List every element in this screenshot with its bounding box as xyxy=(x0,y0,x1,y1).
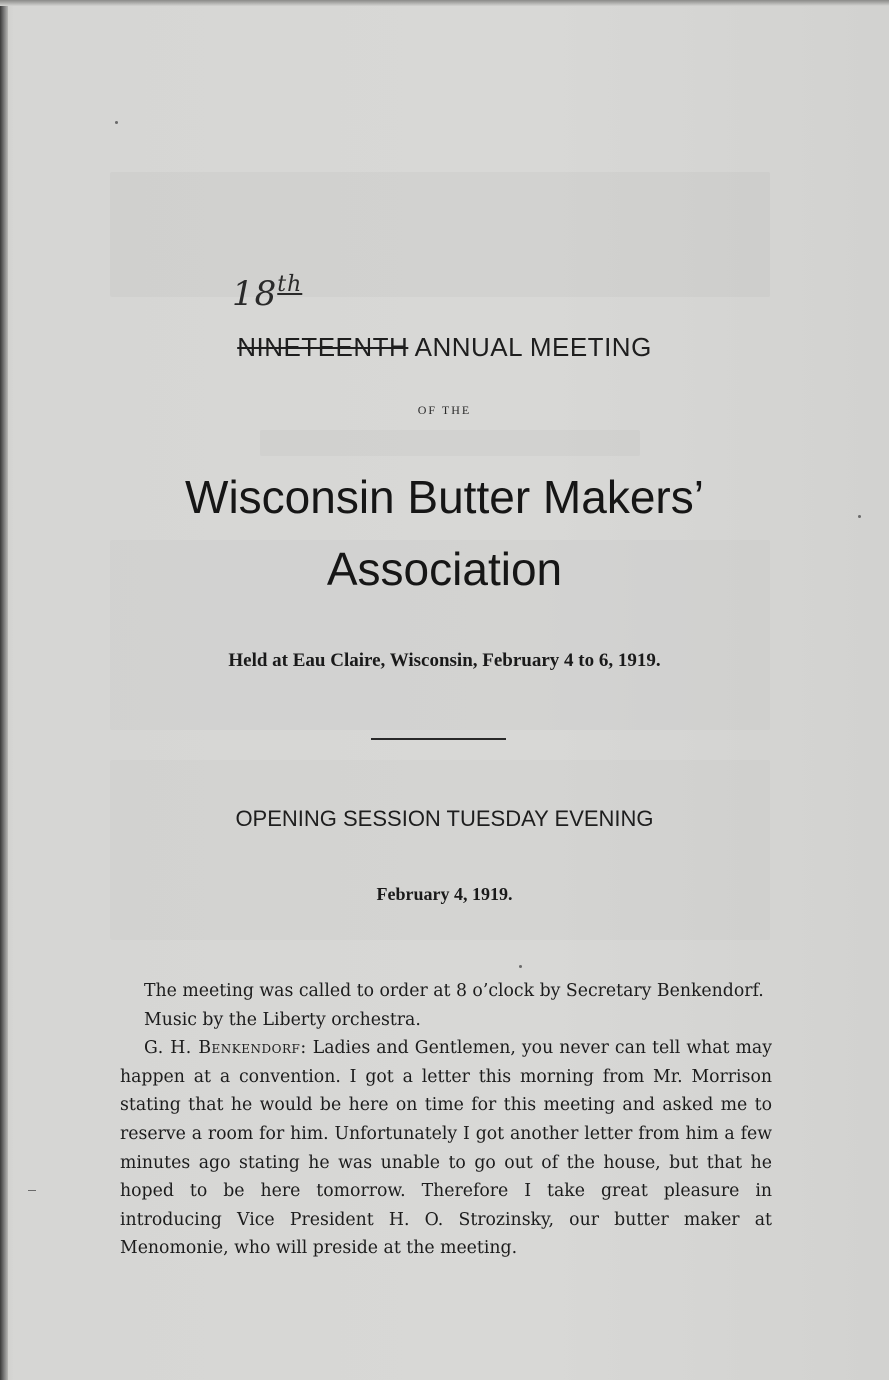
organization-name-line2: Association xyxy=(326,543,563,595)
handwritten-number: 18 xyxy=(232,274,278,314)
handwritten-correction xyxy=(232,272,302,314)
scan-mark xyxy=(519,965,522,968)
book-spine-shadow xyxy=(0,0,8,1380)
page-top-edge xyxy=(0,0,889,6)
heading-rest: ANNUAL MEETING xyxy=(414,332,652,362)
show-through-text xyxy=(110,172,770,297)
scan-mark xyxy=(28,1190,36,1191)
speaker-name: G. H. Benkendorf: xyxy=(144,1038,307,1059)
struck-ordinal: NINETEENTH xyxy=(237,332,409,362)
of-the-label: OF THE xyxy=(417,403,472,417)
paragraph-call-to-order: The meeting was called to order at 8 o’clock by Secretary Benkendorf. xyxy=(144,981,764,1001)
organization-name-line1: Wisconsin Butter Makers’ xyxy=(185,471,704,523)
meeting-heading xyxy=(0,332,889,363)
show-through-text xyxy=(110,760,770,940)
held-at-line: Held at Eau Claire, Wisconsin, February 4 to 6, 1919. xyxy=(228,650,661,671)
paragraph-benkendorf-remarks xyxy=(120,1034,772,1263)
divider-rule xyxy=(371,738,506,740)
session-title: OPENING SESSION TUESDAY EVENING xyxy=(235,806,654,831)
paragraph-music: Music by the Liberty orchestra. xyxy=(144,1009,421,1030)
scan-mark xyxy=(115,121,118,124)
session-date: February 4, 1919. xyxy=(376,884,513,904)
show-through-text xyxy=(260,430,640,456)
speech-text: Ladies and Gentlemen, you never can tell what may happen at a convention. I got a letter this morning from Mr. Morrison stating that he would be here on time for this meeting and asked me to reserve a room for him. Unfortunately I got another letter from him a few minutes ago stating he was unable to go out of the house, but that he hoped to be here tomorrow. Therefore I take great pleasure in introducing Vice President H. O. Strozinsky, our butter maker at Menomonie, who will preside at the meeting. xyxy=(120,1038,773,1259)
minutes-body xyxy=(120,977,772,1263)
handwritten-suffix: th xyxy=(277,272,303,297)
